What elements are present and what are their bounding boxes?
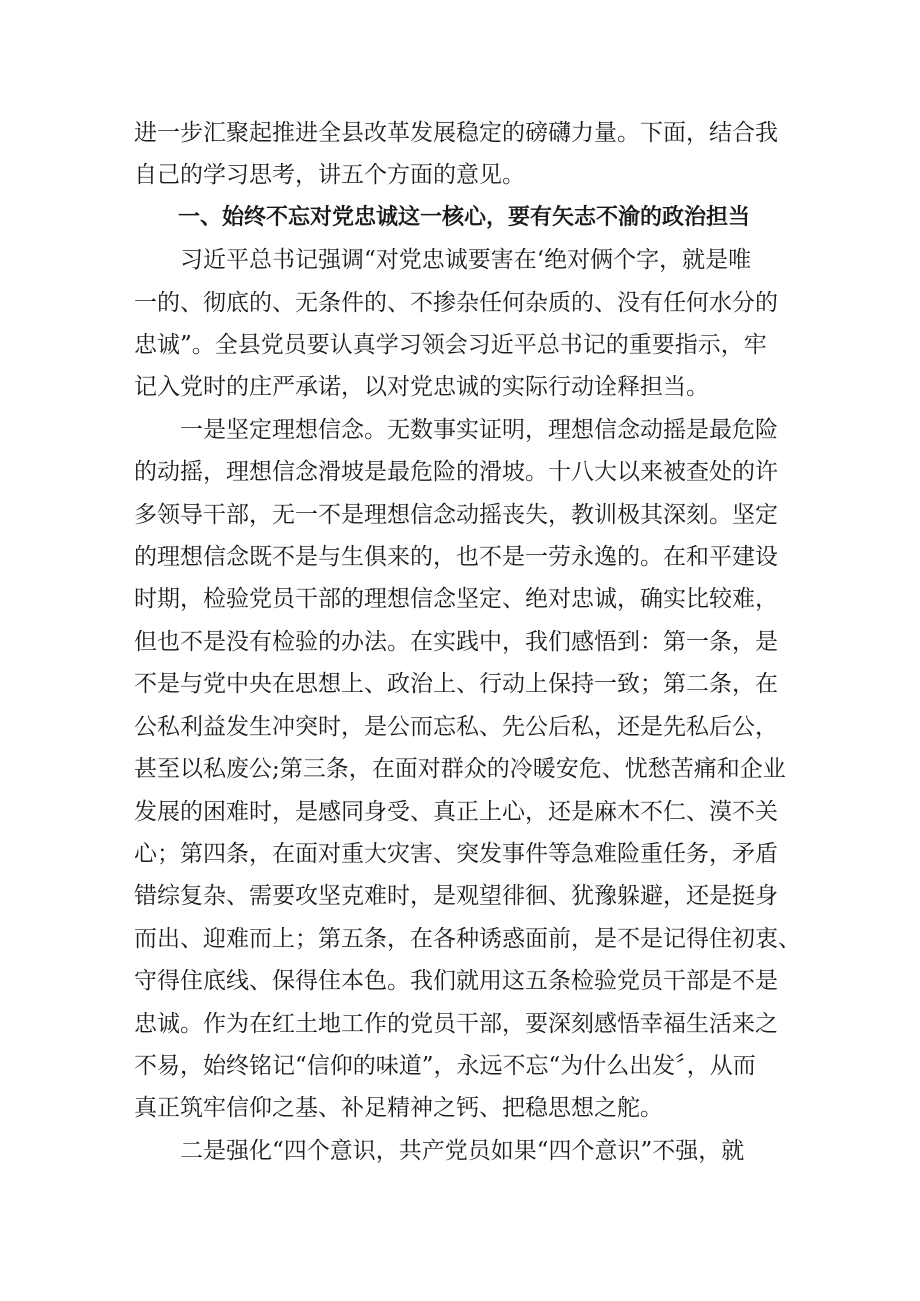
heading-text: 一、始终不忘对党忠诚这一核心，要有矢志不渝的政治担当: [178, 204, 751, 230]
text-line: 错综复杂、需要攻坚克难时，是观望徘徊、犹豫躲避，还是挺身: [134, 883, 778, 910]
text-line: 一是坚定理想信念。无数事实证明，理想信念动摇是最危险: [180, 416, 778, 443]
section-heading-1: [134, 197, 794, 239]
paragraph-four-consciousness: [134, 1130, 794, 1172]
text-line: 忠诚。作为在红土地工作的党员干部，要深刻感悟幸福生活来之: [134, 1010, 778, 1037]
text-line: 真正筑牢信仰之基、补足精神之钙、把稳思想之舵。: [134, 1095, 663, 1122]
text-line: 不是与党中央在思想上、政治上、行动上保持一致；第二条，在: [134, 671, 778, 698]
text-line: 二是强化“四个意识，共产党员如果“四个意识”不强，就: [180, 1137, 745, 1164]
text-line: 公私利益发生冲突时，是公而忘私、先公后私，还是先私后公，: [134, 713, 778, 740]
text-line: 忠诚”。全县党员要认真学习领会习近平总书记的重要指示，牢: [134, 332, 767, 359]
text-line: 不易，始终铭记“信仰的味道”，永远不忘“为什么出发〞，从而: [134, 1052, 756, 1079]
text-line: 的动摇，理想信念滑坡是最危险的滑坡。十八大以来被查处的许: [134, 459, 778, 486]
text-line: 习近平总书记强调“对党忠诚要害在‘绝对俩个字，就是唯: [180, 247, 752, 274]
text-line: 时期，检验党员干部的理想信念坚定、绝对忠诚，确实比较难，: [134, 586, 778, 613]
text-line: 一的、彻底的、无条件的、不掺杂任何杂质的、没有任何水分的: [134, 289, 778, 316]
text-line: 记入党时的庄严承诺，以对党忠诚的实际行动诠释担当。: [134, 374, 709, 401]
text-line: 守得住底线、保得住本色。我们就用这五条检验党员干部是不是: [134, 968, 778, 995]
text-line: 的理想信念既不是与生俱来的，也不是一劳永逸的。在和平建设: [134, 544, 778, 571]
paragraph-loyalty-quote: [134, 239, 794, 409]
text-line: 但也不是没有检验的办法。在实践中，我们感悟到：第一条，是: [134, 628, 778, 655]
text-line: 心；第四条，在面对重大灾害、突发事件等急难险重任务，矛盾: [134, 840, 778, 867]
paragraph-ideals-faith: [134, 409, 801, 1130]
document-body: [134, 112, 801, 1172]
text-line: 自己的学习思考，讲五个方面的意见。: [134, 162, 525, 189]
paragraph-intro-continuation: [134, 112, 794, 197]
text-line: 发展的困难时，是感同身受、真正上心，还是麻木不仁、漠不关: [134, 798, 778, 825]
text-line: 进一步汇聚起推进全县改革发展稳定的磅礴力量。下面，结合我: [134, 120, 778, 146]
text-line: 甚至以私废公;第三条，在面对群众的冷暖安危、忧愁苦痛和企业: [134, 756, 786, 783]
text-line: 而出、迎难而上；第五条，在各种诱惑面前，是不是记得住初衷、: [134, 925, 801, 952]
text-line: 多领导干部，无一不是理想信念动摇丧失，教训极其深刻。坚定: [134, 501, 778, 528]
